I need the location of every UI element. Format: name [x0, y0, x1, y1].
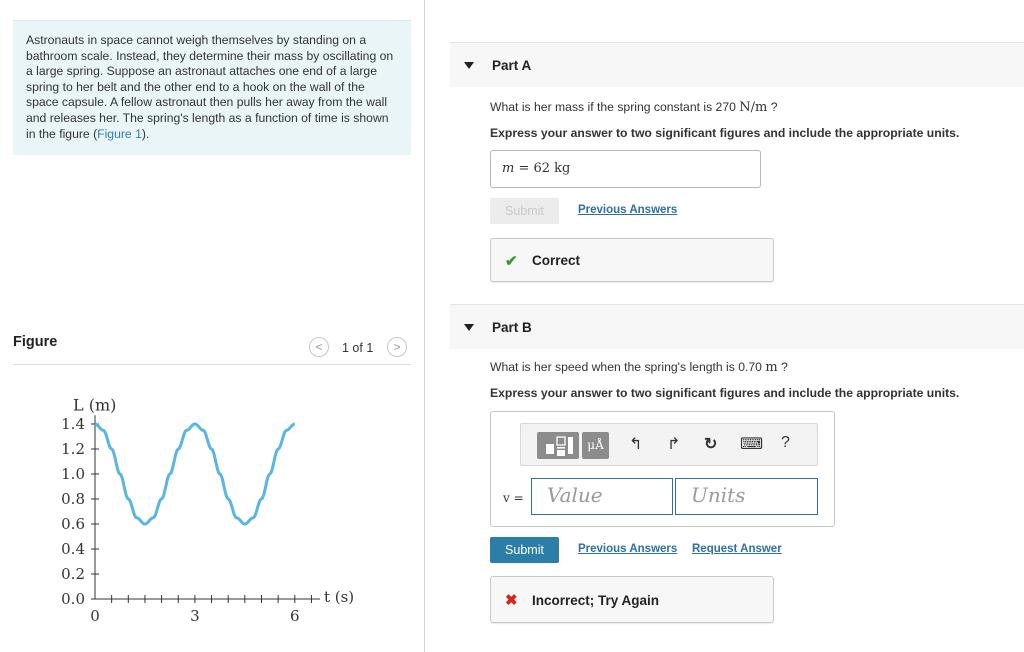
part-b-instruction: Express your answer to two significant figures and include the appropriate units.	[490, 386, 960, 400]
part-b-label: Part B	[492, 320, 532, 335]
cross-icon: ✖	[505, 592, 518, 609]
variable-label: v =	[503, 491, 524, 505]
prev-figure-button[interactable]	[309, 337, 329, 357]
part-a-question-end: ?	[767, 100, 778, 114]
reset-icon[interactable]: ↻	[704, 436, 718, 453]
figure-nav	[309, 337, 411, 359]
part-a-header[interactable]	[450, 42, 1024, 87]
part-b-previous-answers-link[interactable]: Previous Answers	[578, 543, 678, 555]
request-answer-link[interactable]: Request Answer	[692, 543, 782, 555]
part-b-question-end: ?	[777, 360, 788, 374]
problem-statement	[13, 20, 411, 155]
part-b-submit-button[interactable]: Submit	[490, 537, 559, 563]
value-placeholder: Value	[547, 483, 603, 507]
part-a-label: Part A	[492, 58, 532, 73]
y-tick-label: 1.0	[61, 465, 85, 483]
pane-divider	[424, 0, 425, 652]
part-a-question-text: What is her mass if the spring constant is 270	[490, 100, 740, 114]
chevron-right-icon: >	[393, 340, 401, 354]
part-b-question-text: What is her speed when the spring's length is 0.70	[490, 360, 766, 374]
y-tick-label: 0.6	[61, 515, 85, 533]
figure-count: 1 of 1	[342, 341, 374, 355]
part-b-feedback	[490, 576, 774, 623]
figure-link[interactable]: Figure 1	[97, 126, 142, 141]
series-line	[95, 424, 295, 524]
answer-editor	[490, 411, 835, 527]
answer-variable: m	[502, 161, 515, 176]
left-pane	[0, 0, 424, 652]
x-tick-label: 6	[290, 607, 300, 625]
part-b-header[interactable]	[450, 304, 1024, 349]
y-tick-label: 0.8	[61, 490, 85, 508]
problem-text: Astronauts in space cannot weigh themselves by standing on a bathroom scale. Instead, they determine their mass by oscillating on a large spring. Suppose an astronaut attaches one end of a large spring to her belt and the other end to a hook on the wall of the space capsule. A fellow astronaut then pulls her away from the wall and releases her. The spring's length as a function of time is shown in the figure (	[26, 33, 394, 141]
right-pane	[450, 0, 1024, 652]
part-a-question-unit: N/m	[739, 100, 768, 115]
answer-value: 62 kg	[533, 161, 571, 176]
redo-icon[interactable]: ↱	[667, 436, 681, 453]
part-a-previous-answers-link[interactable]: Previous Answers	[578, 204, 678, 216]
checkmark-icon: ✔	[505, 253, 518, 270]
help-icon[interactable]: ?	[781, 434, 790, 451]
y-axis-label: L (m)	[73, 395, 117, 415]
mu-angstrom-icon: μÅ	[587, 438, 604, 452]
part-b-feedback-text: Incorrect; Try Again	[532, 593, 660, 608]
y-tick-label: 0.4	[61, 540, 85, 558]
units-symbol-button[interactable]	[582, 432, 609, 459]
part-a-submit-button[interactable]: Submit	[490, 198, 559, 224]
y-tick-label: 1.2	[61, 440, 85, 458]
figure-chart	[13, 372, 373, 632]
part-a-answer-field[interactable]	[490, 150, 761, 188]
x-axis-label: t (s)	[323, 588, 355, 606]
template-button[interactable]	[537, 432, 579, 459]
units-input[interactable]	[675, 478, 818, 515]
collapse-triangle-icon	[464, 62, 474, 69]
figure-divider	[13, 364, 411, 365]
collapse-triangle-icon	[464, 324, 474, 331]
x-tick-label: 0	[90, 607, 100, 625]
part-a-instruction: Express your answer to two significant figures and include the appropriate units.	[490, 126, 960, 140]
fraction-template-icon	[537, 432, 579, 459]
x-tick-label: 3	[190, 607, 200, 625]
part-b-question-unit: m	[765, 360, 778, 375]
y-tick-label: 0.0	[61, 590, 85, 608]
figure-title: Figure	[13, 334, 58, 350]
part-b-question	[490, 360, 788, 375]
part-a-question	[490, 100, 778, 115]
undo-icon[interactable]: ↰	[629, 436, 643, 453]
y-tick-label: 1.4	[61, 415, 85, 433]
value-input[interactable]	[531, 478, 673, 515]
units-placeholder: Units	[691, 483, 746, 507]
chevron-left-icon: <	[315, 340, 323, 354]
answer-equals: =	[514, 161, 534, 176]
y-tick-label: 0.2	[61, 565, 85, 583]
part-a-feedback-text: Correct	[532, 253, 581, 268]
next-figure-button[interactable]	[387, 337, 407, 357]
problem-text-end: ).	[141, 126, 150, 141]
part-a-feedback	[490, 238, 774, 282]
keyboard-icon[interactable]: ⌨	[740, 436, 764, 453]
math-toolbar	[520, 423, 818, 466]
